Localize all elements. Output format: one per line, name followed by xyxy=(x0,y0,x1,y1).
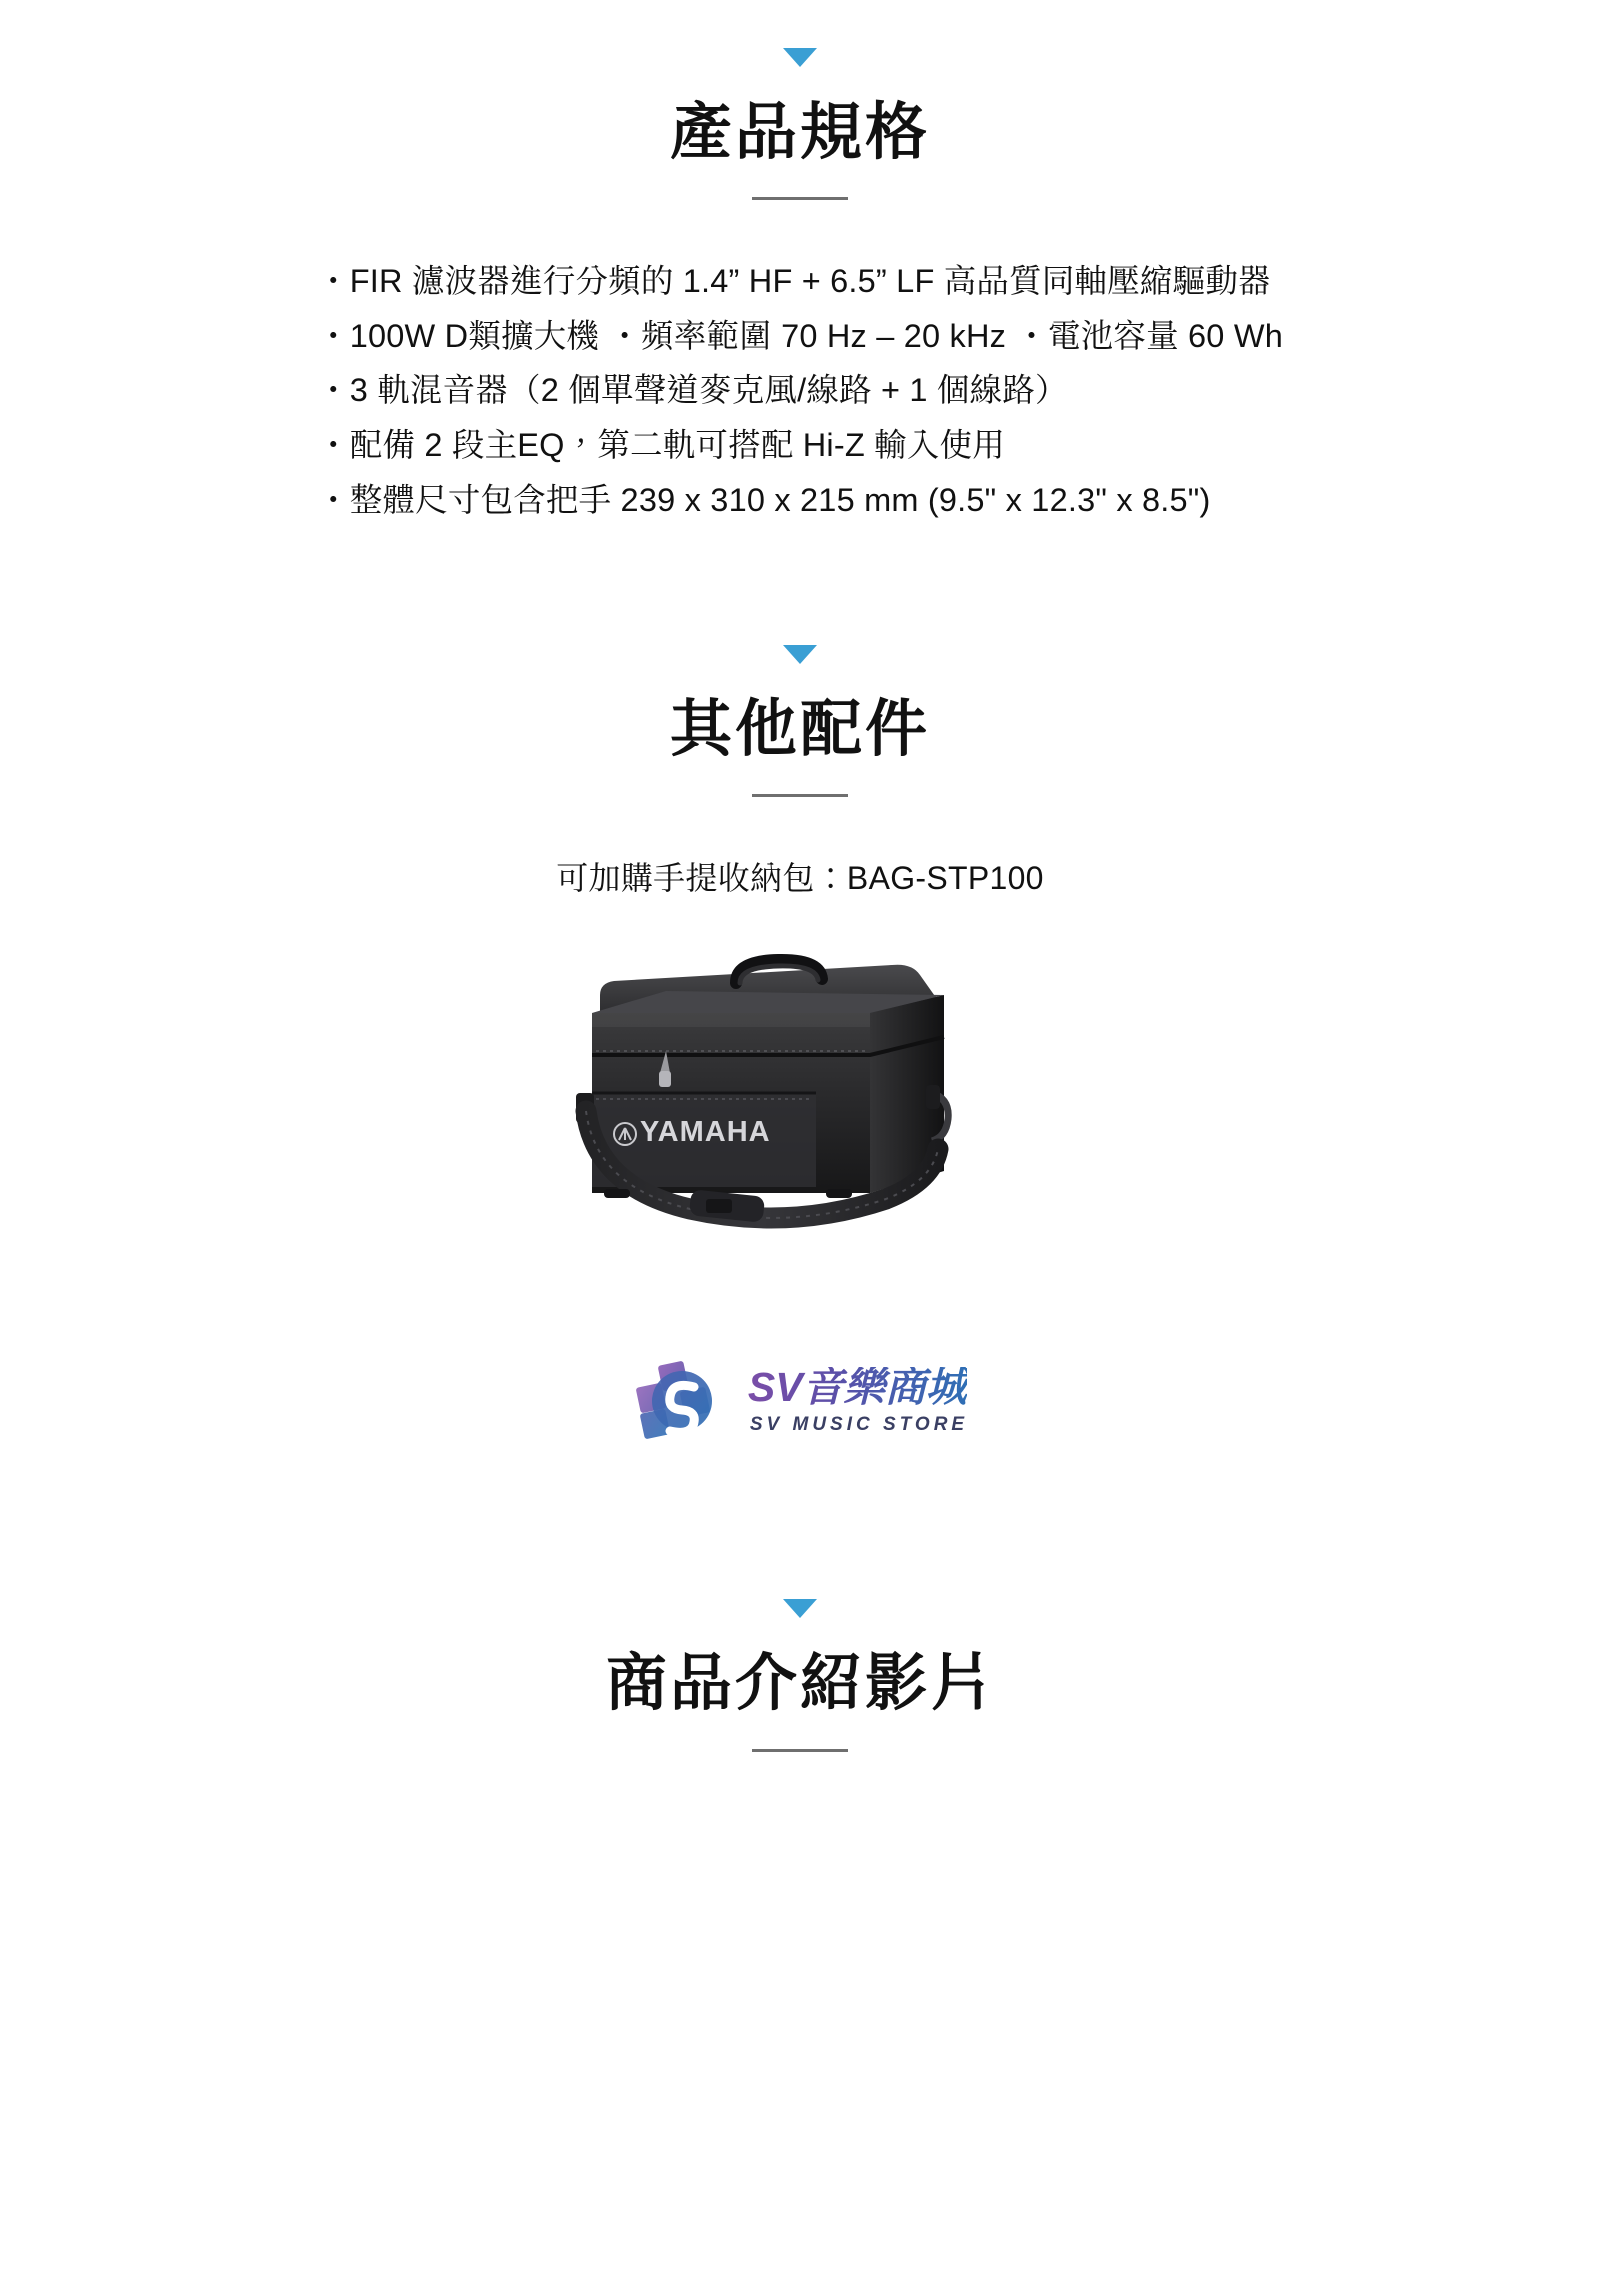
logo-main-text: SV音樂商城 xyxy=(747,1363,967,1410)
page-title-accessories: 其他配件 xyxy=(669,696,930,765)
section-product-video xyxy=(0,1599,1600,1751)
list-item: ・整體尺寸包含把手 239 x 310 x 215 mm (9.5" x 12.3" x 8.5") xyxy=(317,481,1211,518)
list-item: ・100W D類擴大機 ・頻率範圍 70 Hz – 20 kHz ・電池容量 60 Wh xyxy=(317,317,1283,354)
page-title-video: 商品介紹影片 xyxy=(604,1650,995,1719)
accessory-note: 可加購手提收納包：BAG-STP100 xyxy=(556,860,1044,897)
triangle-down-icon xyxy=(783,645,817,664)
page-title-specifications: 產品規格 xyxy=(669,99,930,167)
yamaha-carry-bag-image xyxy=(540,943,1060,1243)
sv-logo-mark xyxy=(632,1353,742,1449)
title-divider xyxy=(752,1749,848,1752)
title-divider xyxy=(752,794,848,797)
spacer xyxy=(0,527,1600,645)
specification-list xyxy=(0,254,1600,527)
title-divider xyxy=(752,197,848,200)
spacer xyxy=(0,1449,1600,1599)
svg-text:YAMAHA: YAMAHA xyxy=(640,1116,771,1149)
list-item: ・FIR 濾波器進行分頻的 1.4” HF + 6.5” LF 高品質同軸壓縮驅動器 xyxy=(317,263,1271,300)
logo-sub-text: SV MUSIC STORE xyxy=(749,1413,969,1435)
section-specifications xyxy=(0,0,1600,527)
triangle-down-icon xyxy=(783,48,817,67)
triangle-down-icon xyxy=(783,1599,817,1618)
store-logo xyxy=(0,1353,1600,1449)
list-item: ・配備 2 段主EQ，第二軌可搭配 Hi-Z 輸入使用 xyxy=(317,426,1005,463)
section-accessories xyxy=(0,645,1600,1243)
list-item: ・3 軌混音器（2 個單聲道麥克風/線路 + 1 個線路） xyxy=(317,372,1068,409)
